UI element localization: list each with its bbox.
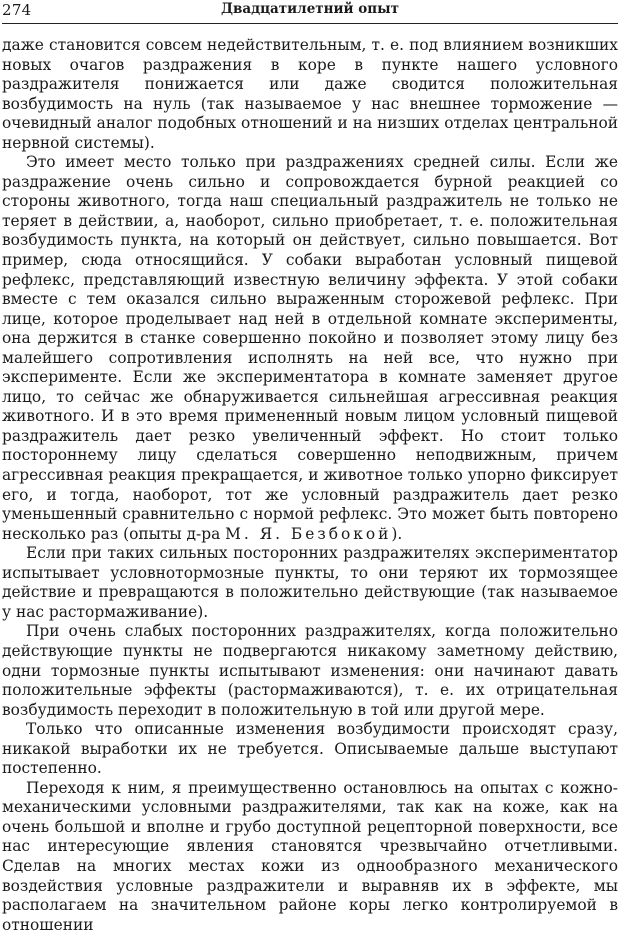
paragraph-5: Только что описанные изменения возбудимости происходят сразу, никакой выработки их не требуется. Описываемые дальше выступают постепенно.	[2, 720, 618, 778]
paragraph-2-end: ).	[391, 524, 403, 543]
paragraph-2-text: Это имеет место только при раздражениях средней силы. Если же раздражение очень сильно и сопровождается бурной реакцией со стороны животного, тогда наш специальный раздражитель не только не теряет в действии, а, наоборот, сильно приобретает, т. е. положительная возбудимость пункта, на который он действует, сильно повышается. Вот пример, сюда относящийся. У собаки выработан условный пищевой рефлекс, представляющий известную величину эффекта. У этой собаки вместе с тем оказался сильно выраженным сторожевой рефлекс. При лице, которое проделывает над ней в отдельной комнате эксперименты, она держится в станке совершенно покойно и позволяет этому лицу без малейшего сопротивления исполнять на ней все, что нужно при эксперименте. Если же экспериментатора в комнате заменяет другое лицо, то сейчас же обнаруживается сильнейшая агрессивная реакция животного. И в это время примененный новым лицом условный пищевой раздражитель дает резко увеличенный эффект. Но стоит только постороннему лицу сделаться совершенно неподвижным, причем агрессивная реакция прекращается, и животное только упорно фиксирует его, и тогда, наоборот, тот же условный раздражитель дает резко уменьшенный сравнительно с нормой рефлекс. Это может быть повторено несколько раз (опыты д-ра	[2, 153, 618, 543]
researcher-name: М. Я. Безбокой	[225, 524, 392, 543]
page-number: 274	[2, 1, 32, 19]
body-text	[2, 36, 618, 935]
paragraph-6: Переходя к ним, я преимущественно остановлюсь на опытах с кожно-механическими условными раздражителями, так как на коже, как на очень большой и вполне и грубо доступной рецепторной поверхности, все нас интересующие явления становятся чрезвычайно отчетливыми. Сделав на многих местах кожи из однообразного механического воздействия условные раздражители и выравняв их в эффекте, мы располагаем на значительном районе коры легко контролируемой в отношении	[2, 778, 618, 934]
paragraph-1: даже становится совсем недействительным, т. е. под влиянием возникших новых очагов раздражения в коре в пункте нашего условного раздражителя понижается или даже сводится положительная возбудимость на нуль (так называемое у нас внешнее торможение — очевидный аналог подобных отношений и на низших отделах центральной нервной системы).	[2, 36, 618, 152]
running-title: Двадцатилетний опыт	[220, 1, 400, 17]
page-header	[2, 0, 618, 24]
paragraph-4: При очень слабых посторонних раздражителях, когда положительно действующие пункты не подвергаются никакому заметному действию, одни тормозные пункты испытывают изменения: они начинают давать положительные эффекты (растормаживаются), т. е. их отрицательная возбудимость переходит в положительную в той или другой мере.	[2, 622, 618, 719]
paragraph-3: Если при таких сильных посторонних раздражителях экспериментатор испытывает условнотормозные пункты, то они теряют их тормозящее действие и превращаются в положительно действующие (так называемое у нас растормаживание).	[2, 544, 618, 621]
paragraph-2	[2, 153, 618, 544]
